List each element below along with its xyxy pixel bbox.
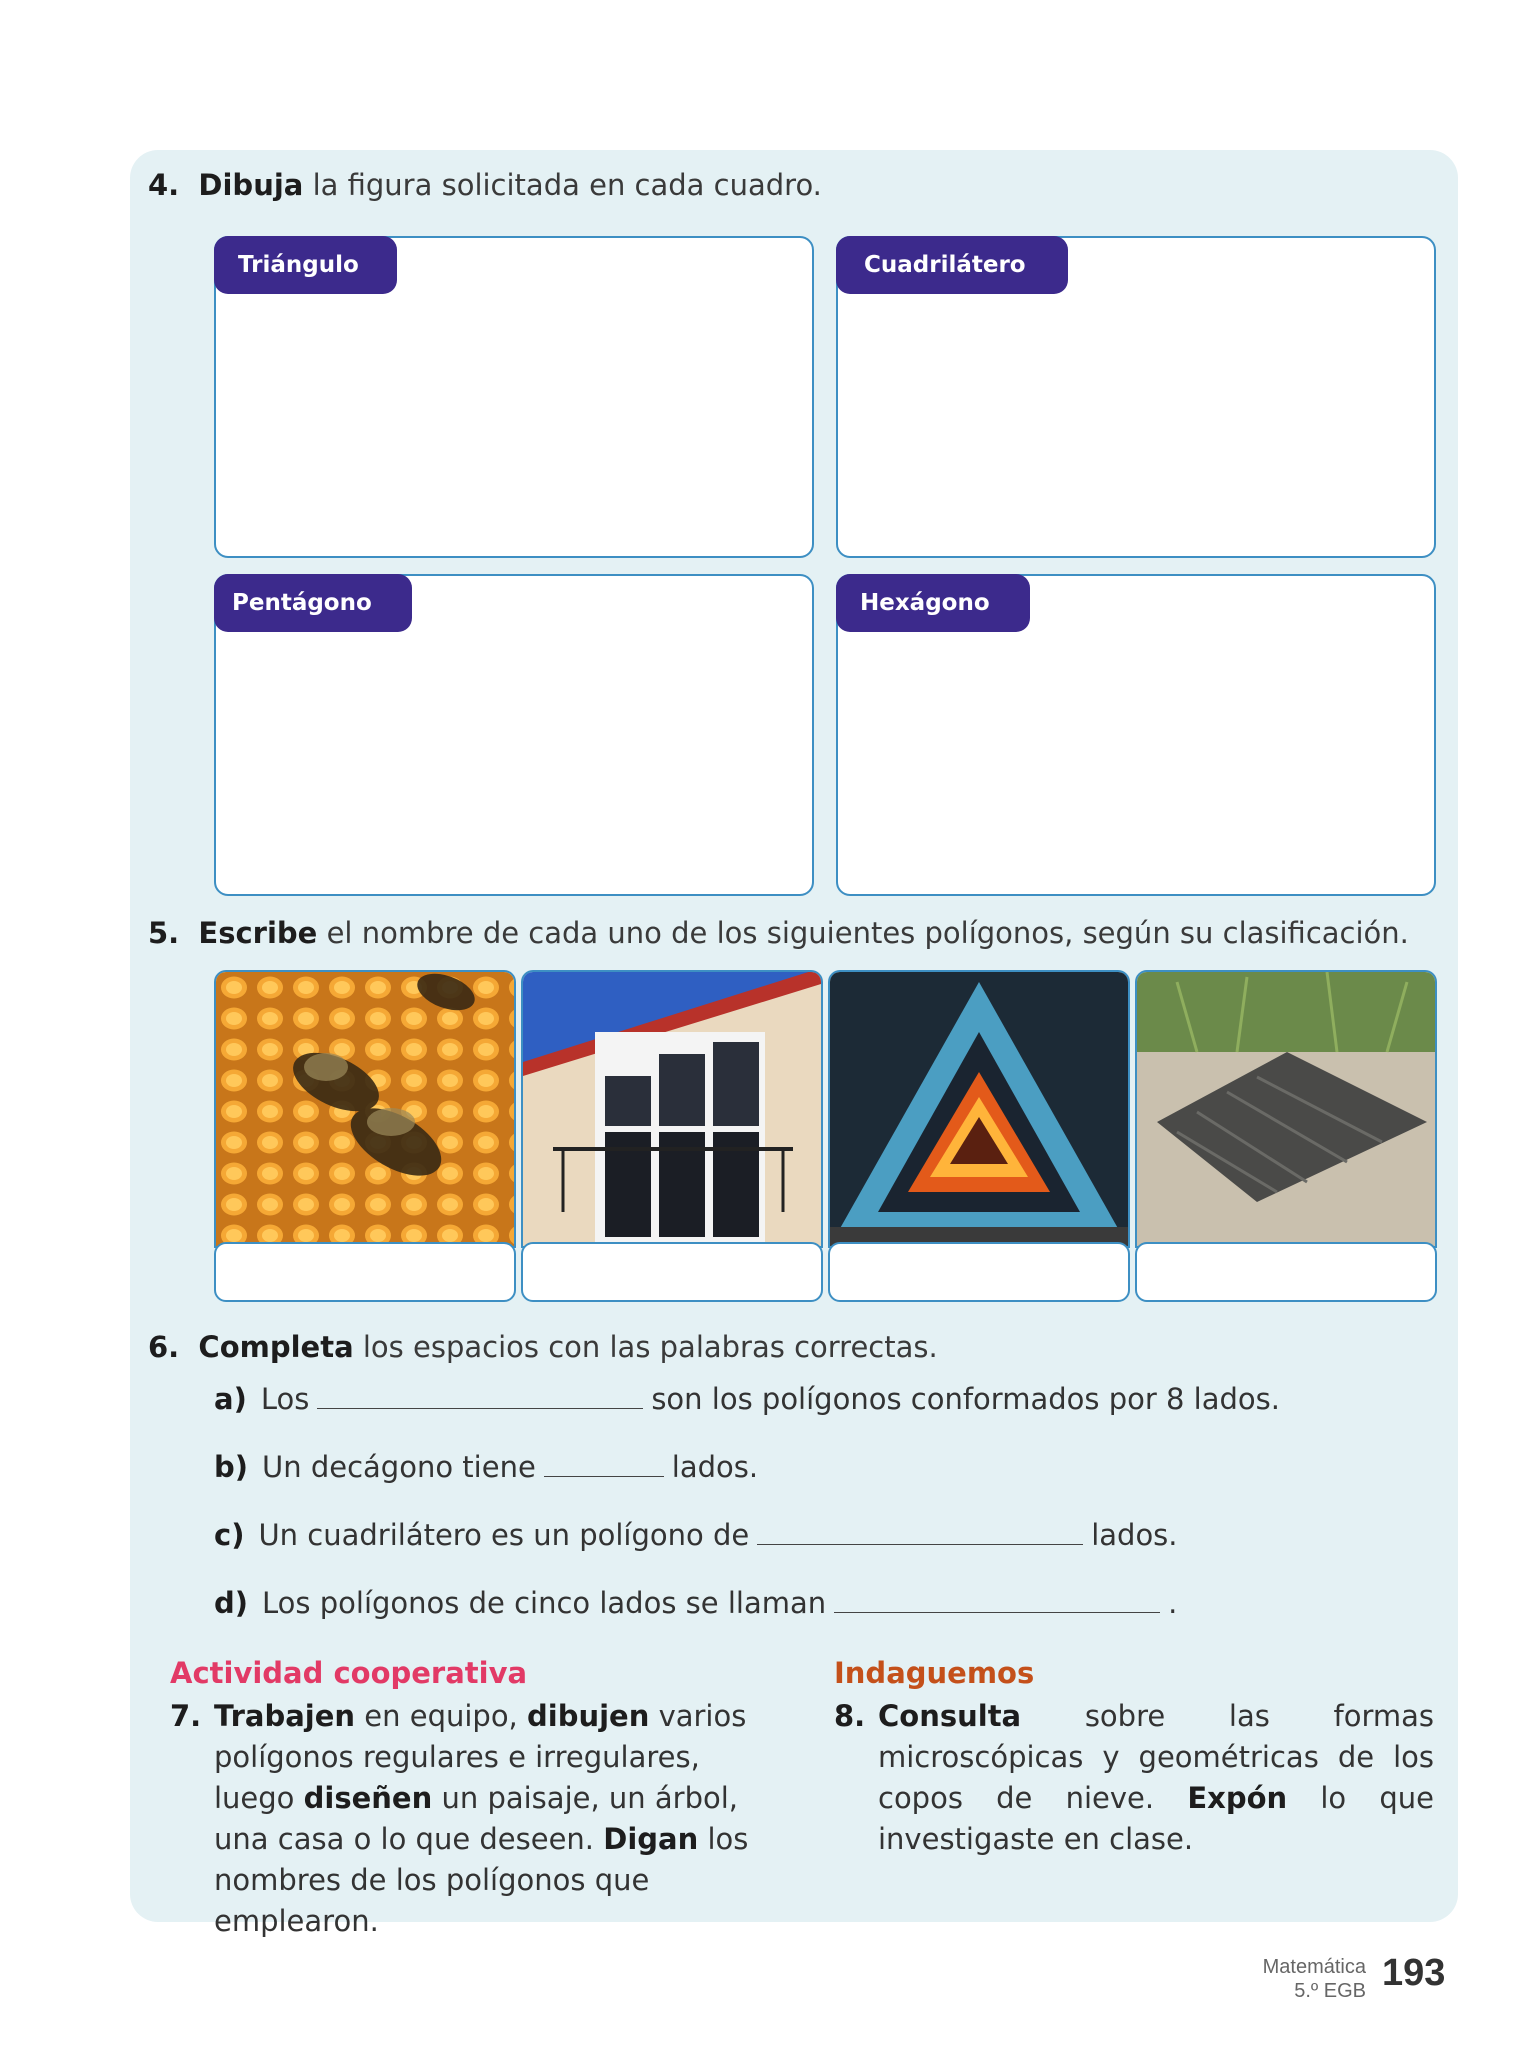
item-label: a): [214, 1382, 247, 1416]
fill-item-d: [214, 1586, 1177, 1620]
item-text: Un cuadrilátero es un polígono de: [258, 1518, 750, 1552]
q7-verb: Trabajen: [214, 1699, 356, 1733]
item-text: son los polígonos conformados por 8 lados.: [651, 1382, 1280, 1416]
draw-box-hexagon[interactable]: [836, 574, 1436, 896]
q7-text: en equipo,: [355, 1699, 527, 1733]
draw-box-label: Pentágono: [214, 574, 412, 632]
q7-text: los nombres de los polígonos que emplearon.: [214, 1822, 749, 1938]
fill-item-a: [214, 1382, 1280, 1416]
item-text: .: [1168, 1586, 1178, 1620]
blank-line[interactable]: [834, 1602, 1160, 1613]
question-6-text: los espacios con las palabras correctas.: [353, 1330, 938, 1364]
item-text: Los polígonos de cinco lados se llaman: [262, 1586, 827, 1620]
page-number: 193: [1382, 1952, 1446, 1994]
answer-box-2[interactable]: [521, 1242, 823, 1302]
q7-verb: dibujen: [527, 1699, 650, 1733]
q7-text: un paisaje, un árbol, una casa o lo que deseen.: [214, 1781, 738, 1856]
question-8: [834, 1696, 1434, 1860]
question-4-text: la figura solicitada en cada cuadro.: [303, 168, 822, 202]
question-4-verb: Dibuja: [198, 168, 304, 202]
q8-text: sobre las formas microscópicas y geométricas de los copos de nieve.: [878, 1699, 1434, 1815]
q7-text: varios polígonos regulares e irregulares, luego: [214, 1699, 747, 1815]
q8-text: lo que investigaste en clase.: [878, 1781, 1434, 1856]
cooperative-heading: Actividad cooperativa: [170, 1656, 528, 1690]
draw-box-triangle[interactable]: [214, 236, 814, 558]
item-text: Un decágono tiene: [262, 1450, 536, 1484]
blank-line[interactable]: [544, 1466, 664, 1477]
draw-box-pentagon[interactable]: [214, 574, 814, 896]
fill-item-b: [214, 1450, 758, 1484]
draw-box-quadrilateral[interactable]: [836, 236, 1436, 558]
question-4: [148, 168, 822, 202]
fill-item-c: [214, 1518, 1178, 1552]
q7-verb: Digan: [603, 1822, 699, 1856]
question-5: [148, 916, 1409, 950]
q8-verb: Expón: [1187, 1781, 1288, 1815]
question-7-number: 7.: [170, 1699, 202, 1733]
footer-grade: 5.º EGB: [1294, 1980, 1366, 2002]
honeycomb-photo: [214, 970, 516, 1248]
item-label: d): [214, 1586, 249, 1620]
blank-line[interactable]: [757, 1534, 1083, 1545]
question-5-text: el nombre de cada uno de los siguientes polígonos, según su clasificación.: [317, 916, 1409, 950]
question-6: [148, 1330, 938, 1364]
q7-verb: diseñen: [303, 1781, 433, 1815]
question-5-verb: Escribe: [198, 916, 318, 950]
answer-box-3[interactable]: [828, 1242, 1130, 1302]
item-text: Los: [260, 1382, 310, 1416]
question-8-number: 8.: [834, 1699, 866, 1733]
question-5-number: 5.: [148, 916, 180, 950]
diamond-tile-photo: [1135, 970, 1437, 1248]
answer-box-4[interactable]: [1135, 1242, 1437, 1302]
draw-box-label: Hexágono: [836, 574, 1030, 632]
indaguemos-heading: Indaguemos: [834, 1656, 1035, 1690]
draw-box-label: Cuadrilátero: [836, 236, 1068, 294]
answer-box-1[interactable]: [214, 1242, 516, 1302]
item-text: lados.: [1091, 1518, 1178, 1552]
question-4-number: 4.: [148, 168, 180, 202]
blank-line[interactable]: [317, 1398, 643, 1409]
triangle-art-photo: [828, 970, 1130, 1248]
question-6-number: 6.: [148, 1330, 180, 1364]
question-6-verb: Completa: [198, 1330, 354, 1364]
item-label: b): [214, 1450, 249, 1484]
draw-box-label: Triángulo: [214, 236, 397, 294]
item-label: c): [214, 1518, 245, 1552]
question-7: [170, 1696, 784, 1942]
footer-subject: Matemática: [1262, 1956, 1366, 1978]
item-text: lados.: [671, 1450, 759, 1484]
house-gable-photo: [521, 970, 823, 1248]
q8-verb: Consulta: [878, 1699, 1022, 1733]
